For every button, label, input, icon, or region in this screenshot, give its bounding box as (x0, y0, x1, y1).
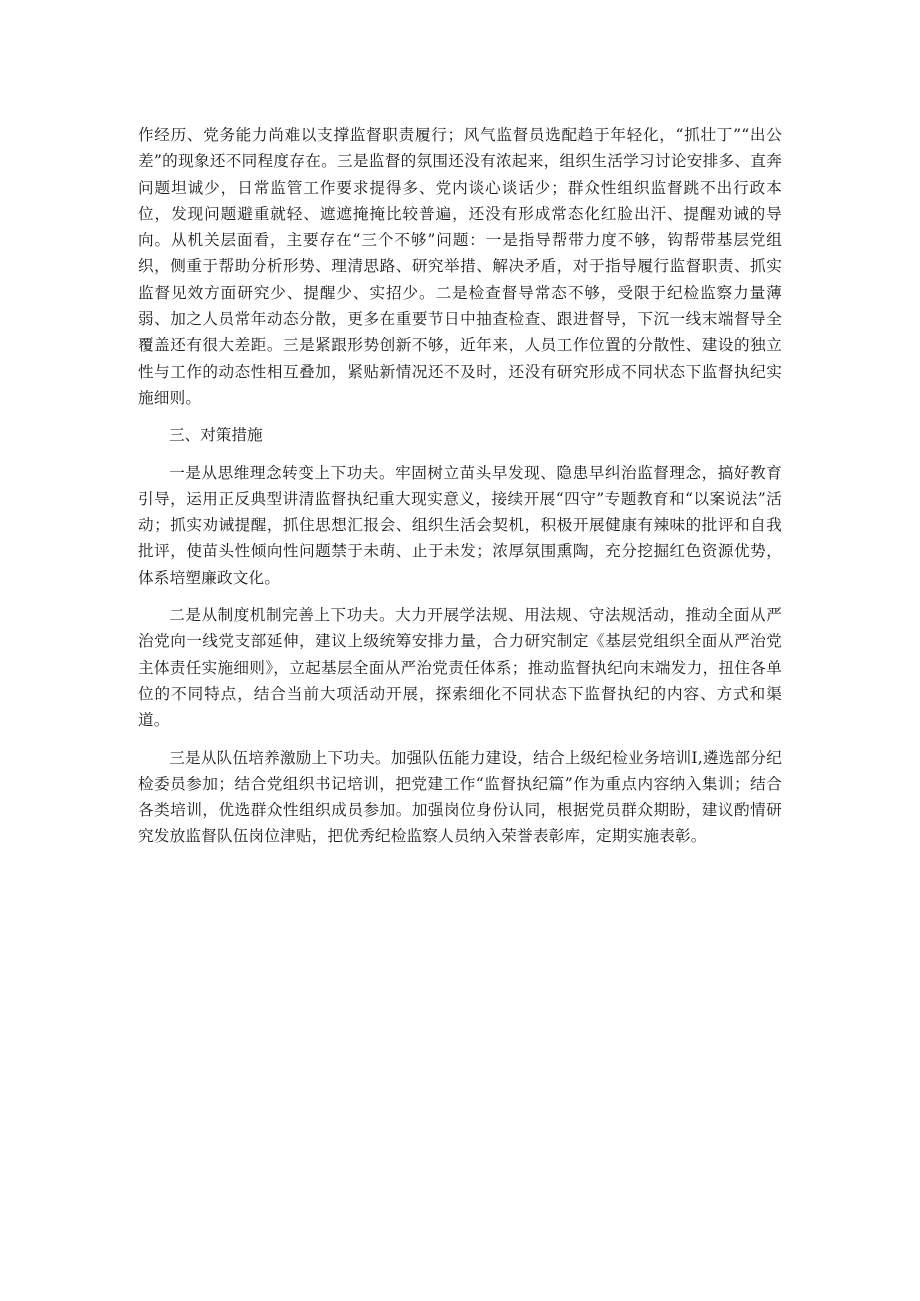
section-heading: 三、对策措施 (169, 426, 263, 445)
document-body (138, 122, 782, 850)
measure-paragraph-3: 三是从队伍培养激励上下功夫。加强队伍能力建设，结合上级纪检业务培训I,遴选部分纪检委员参加；结合党组织书记培训，把党建工作“监督执纪篇”作为重点内容纳入集训；结合各类培训，优选群众性组织成员参加。加强岗位身份认同，根据党员群众期盼，建议酌情研究发放监督队伍岗位津贴，把优秀纪检监察人员纳入荣誉表彰库，定期实施表彰。 (138, 748, 782, 846)
measure-paragraph-2: 二是从制度机制完善上下功夫。大力开展学法规、用法规、守法规活动，推动全面从严治党向一线党支部延伸，建议上级统筹安排力量，合力研究制定《基层党组织全面从严治党主体责任实施细则》，立起基层全面从严治党责任体系；推动监督执纪向末端发力，扭住各单位的不同特点，结合当前大项活动开展，探索细化不同状态下监督执纪的内容、方式和渠道。 (138, 606, 782, 730)
measure-paragraph-1: 一是从思维理念转变上下功夫。牢固树立苗头早发现、隐患早纠治监督理念，搞好教育引导，运用正反典型讲清监督执纪重大现实意义，接续开展“四守”专题教育和“以案说法”活动；抓实劝诫提醒，抓住思想汇报会、组织生活会契机，积极开展健康有辣味的批评和自我批评，使苗头性倾向性问题禁于未萌、止于未发；浓厚氛围熏陶，充分挖掘红色资源优势，体系培塑廉政文化。 (138, 463, 782, 587)
paragraph-continuation: 作经历、党务能力尚难以支撑监督职责履行；风气监督员选配趋于年轻化，“抓壮丁”“出公差”的现象还不同程度存在。三是监督的氛围还没有浓起来，组织生活学习讨论安排多、直奔问题坦诚少，日常监管工作要求提得多、党内谈心谈话少；群众性组织监督跳不出行政本位，发现问题避重就轻、遮遮掩掩比较普遍，还没有形成常态化红脸出汗、提醒劝诫的导向。从机关层面看，主要存在“三个不够”问题：一是指导帮带力度不够，钩帮带基层党组织，侧重于帮助分析形势、理清思路、研究举措、解决矛盾，对于指导履行监督职责、抓实监督见效方面研究少、提醒少、实招少。二是检查督导常态不够，受限于纪检监察力量薄弱、加之人员常年动态分散，更多在重要节日中抽查检查、跟进督导，下沉一线末端督导全覆盖还有很大差距。三是紧跟形势创新不够，近年来，人员工作位置的分散性、建设的独立性与工作的动态性相互叠加，紧贴新情况还不及时，还没有研究形成不同状态下监督执纪实施细则。 (138, 126, 782, 407)
